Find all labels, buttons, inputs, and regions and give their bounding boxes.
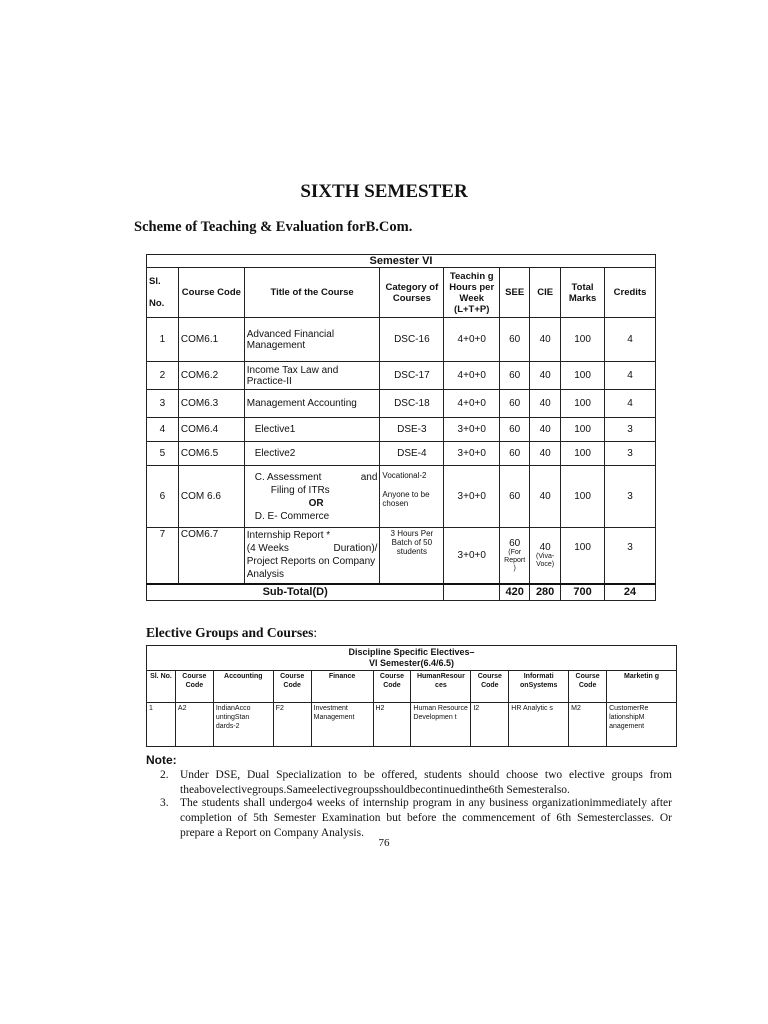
cell-sl: 4 (147, 418, 179, 442)
project-reports: Project Reports on Company Analysis (246, 556, 376, 581)
cell-category: DSE-4 (380, 442, 444, 466)
option-d-label: D. E- Commerce (254, 510, 330, 522)
subtotal-total: 700 (561, 584, 605, 601)
elective-header: Marketin g (607, 671, 677, 703)
cell-credits: 3 (605, 418, 656, 442)
note-item (160, 768, 672, 798)
page-number: 76 (378, 837, 390, 849)
option-c-label-2: Filing of ITRs (270, 484, 330, 496)
cell-hours: 4+0+0 (444, 390, 500, 418)
elective-header: Accounting (213, 671, 273, 703)
note-number: 3. (160, 797, 169, 809)
semester-table (146, 254, 656, 601)
cell-code: COM6.1 (178, 318, 244, 362)
elective-header: Sl. No. (147, 671, 176, 703)
scheme-heading: Scheme of Teaching & Evaluation forB.Com. (134, 219, 413, 235)
category-vocational: Vocational-2 (382, 471, 427, 480)
elective-table (146, 645, 677, 747)
internship-duration: Duration)/ (333, 543, 378, 555)
cell-cie: 40 (530, 466, 561, 528)
page-title: SIXTH SEMESTER (300, 181, 468, 202)
cell-total: 100 (561, 362, 605, 390)
cell-title: Income Tax Law and Practice-II (244, 362, 380, 390)
elective-title-line-2: VI Semester(6.4/6.5) (368, 658, 455, 668)
cell-category (380, 466, 444, 528)
elective-cell: F2 (273, 703, 311, 747)
cell-sl: 7 (147, 528, 179, 584)
cell-credits: 4 (605, 390, 656, 418)
subtotal-credits: 24 (605, 584, 656, 601)
cell-see: 60 (500, 362, 530, 390)
cell-credits: 3 (605, 528, 656, 584)
table-row (147, 318, 656, 362)
cell-credits: 3 (605, 442, 656, 466)
cell-total: 100 (561, 466, 605, 528)
cell-credits: 4 (605, 362, 656, 390)
elective-title-line-1: Discipline Specific Electives– (348, 647, 475, 657)
cell-sl: 3 (147, 390, 179, 418)
cell-title-options (244, 466, 380, 528)
header-total-marks: Total Marks (561, 268, 605, 318)
cell-total: 100 (561, 442, 605, 466)
cell-see: 60 (500, 390, 530, 418)
cell-hours: 3+0+0 (444, 528, 500, 584)
table-row (147, 442, 656, 466)
see-value: 60 (509, 537, 521, 549)
cell-category: DSE-3 (380, 418, 444, 442)
cell-cie (530, 528, 561, 584)
cell-title: Elective1 (244, 418, 380, 442)
elective-heading-colon: : (313, 625, 318, 640)
elective-header-row (147, 671, 677, 703)
note-text: Under DSE, Dual Specialization to be offered, students should choose two elective groups from theabovelectivegroups.Sameelectivegroupsshouldbecontinuedinthe6th Semesteralso. (180, 769, 672, 796)
elective-header: Course Code (175, 671, 213, 703)
header-hours-sub: (L+T+P) (454, 303, 490, 315)
cell-code: COM6.7 (178, 528, 244, 584)
elective-header: Course Code (273, 671, 311, 703)
elective-cell: Human Resource Developmen t (411, 703, 471, 747)
header-see: SEE (500, 268, 530, 318)
option-or: OR (308, 497, 324, 509)
header-cie: CIE (530, 268, 561, 318)
elective-cell: A2 (175, 703, 213, 747)
see-note: (For Report ) (504, 548, 526, 572)
cell-cie: 40 (530, 362, 561, 390)
semester-label: Semester VI (147, 255, 656, 268)
elective-row (147, 703, 677, 747)
internship-weeks: (4 Weeks (246, 543, 289, 555)
elective-header: HumanResour ces (411, 671, 471, 703)
option-c-label: C. Assessment (254, 471, 322, 483)
elective-cell: HR Analytic s (509, 703, 569, 747)
cell-credits: 4 (605, 318, 656, 362)
elective-cell: IndianAcco untingStan dards-2 (213, 703, 273, 747)
cell-hours: 4+0+0 (444, 318, 500, 362)
cell-total: 100 (561, 418, 605, 442)
elective-heading (146, 625, 317, 641)
cell-category: DSC-18 (380, 390, 444, 418)
table-header-row (147, 268, 656, 318)
cell-title (244, 528, 380, 584)
cell-code: COM6.5 (178, 442, 244, 466)
cell-sl: 1 (147, 318, 179, 362)
table-row (147, 418, 656, 442)
category-anyone: Anyone to be chosen (382, 490, 430, 508)
cie-value: 40 (539, 541, 551, 553)
table-row (147, 390, 656, 418)
cell-see (500, 528, 530, 584)
cell-total: 100 (561, 318, 605, 362)
elective-cell: CustomerRe lationshipM anagement (607, 703, 677, 747)
subtotal-see: 420 (500, 584, 530, 601)
header-credits: Credits (605, 268, 656, 318)
cell-see: 60 (500, 466, 530, 528)
cell-category: DSC-17 (380, 362, 444, 390)
table-row (147, 528, 656, 584)
elective-header: Informati onSystems (509, 671, 569, 703)
header-hours-text: Teachin g Hours per Week (449, 270, 495, 304)
header-teaching-hours (444, 268, 500, 318)
subtotal-cie: 280 (530, 584, 561, 601)
elective-cell: H2 (373, 703, 411, 747)
cell-see: 60 (500, 418, 530, 442)
cell-hours: 3+0+0 (444, 466, 500, 528)
cell-cie: 40 (530, 390, 561, 418)
elective-header: Course Code (471, 671, 509, 703)
elective-heading-text: Elective Groups and Courses (146, 625, 314, 640)
elective-cell: 1 (147, 703, 176, 747)
cell-sl: 6 (147, 466, 179, 528)
cell-see: 60 (500, 442, 530, 466)
cell-title: Advanced Financial Management (244, 318, 380, 362)
table-row (147, 466, 656, 528)
header-course-code: Course Code (178, 268, 244, 318)
subtotal-label: Sub-Total(D) (147, 584, 444, 601)
note-item (160, 796, 672, 841)
cell-sl: 5 (147, 442, 179, 466)
cell-credits: 3 (605, 466, 656, 528)
subtotal-hours (444, 584, 500, 601)
elective-header: Course Code (569, 671, 607, 703)
cell-category: DSC-16 (380, 318, 444, 362)
table-row (147, 362, 656, 390)
option-c-and: and (360, 471, 378, 483)
cell-code: COM 6.6 (178, 466, 244, 528)
elective-header: Course Code (373, 671, 411, 703)
note-label: Note: (146, 753, 177, 767)
cell-cie: 40 (530, 318, 561, 362)
elective-cell: I2 (471, 703, 509, 747)
header-sl-text: Sl. (149, 276, 161, 287)
elective-cell: M2 (569, 703, 607, 747)
elective-header: Finance (311, 671, 373, 703)
cell-hours: 3+0+0 (444, 418, 500, 442)
cell-category: 3 Hours Per Batch of 50 students (380, 528, 444, 584)
cell-code: COM6.3 (178, 390, 244, 418)
internship-title: Internship Report * (246, 530, 331, 542)
cell-hours: 3+0+0 (444, 442, 500, 466)
cell-title: Management Accounting (244, 390, 380, 418)
elective-table-title (147, 646, 677, 671)
cell-title: Elective2 (244, 442, 380, 466)
header-category: Category of Courses (380, 268, 444, 318)
cell-total: 100 (561, 390, 605, 418)
cell-sl: 2 (147, 362, 179, 390)
cell-cie: 40 (530, 442, 561, 466)
cell-cie: 40 (530, 418, 561, 442)
cell-total: 100 (561, 528, 605, 584)
cell-code: COM6.2 (178, 362, 244, 390)
header-sl-no (147, 268, 179, 318)
subtotal-row (147, 584, 656, 601)
cell-see: 60 (500, 318, 530, 362)
header-title: Title of the Course (244, 268, 380, 318)
cell-code: COM6.4 (178, 418, 244, 442)
cell-hours: 4+0+0 (444, 362, 500, 390)
header-no-text: No. (149, 298, 165, 309)
elective-cell: Investment Management (311, 703, 373, 747)
note-text: The students shall undergo4 weeks of internship program in any business organizationimmediately after completion of 5th Semester Examination but before the commencement of 6th Semesterclasses. Or prepare a Report on Company Analysis. (180, 797, 672, 839)
note-number: 2. (160, 769, 169, 781)
cie-note: (Viva-Voce) (536, 552, 555, 568)
